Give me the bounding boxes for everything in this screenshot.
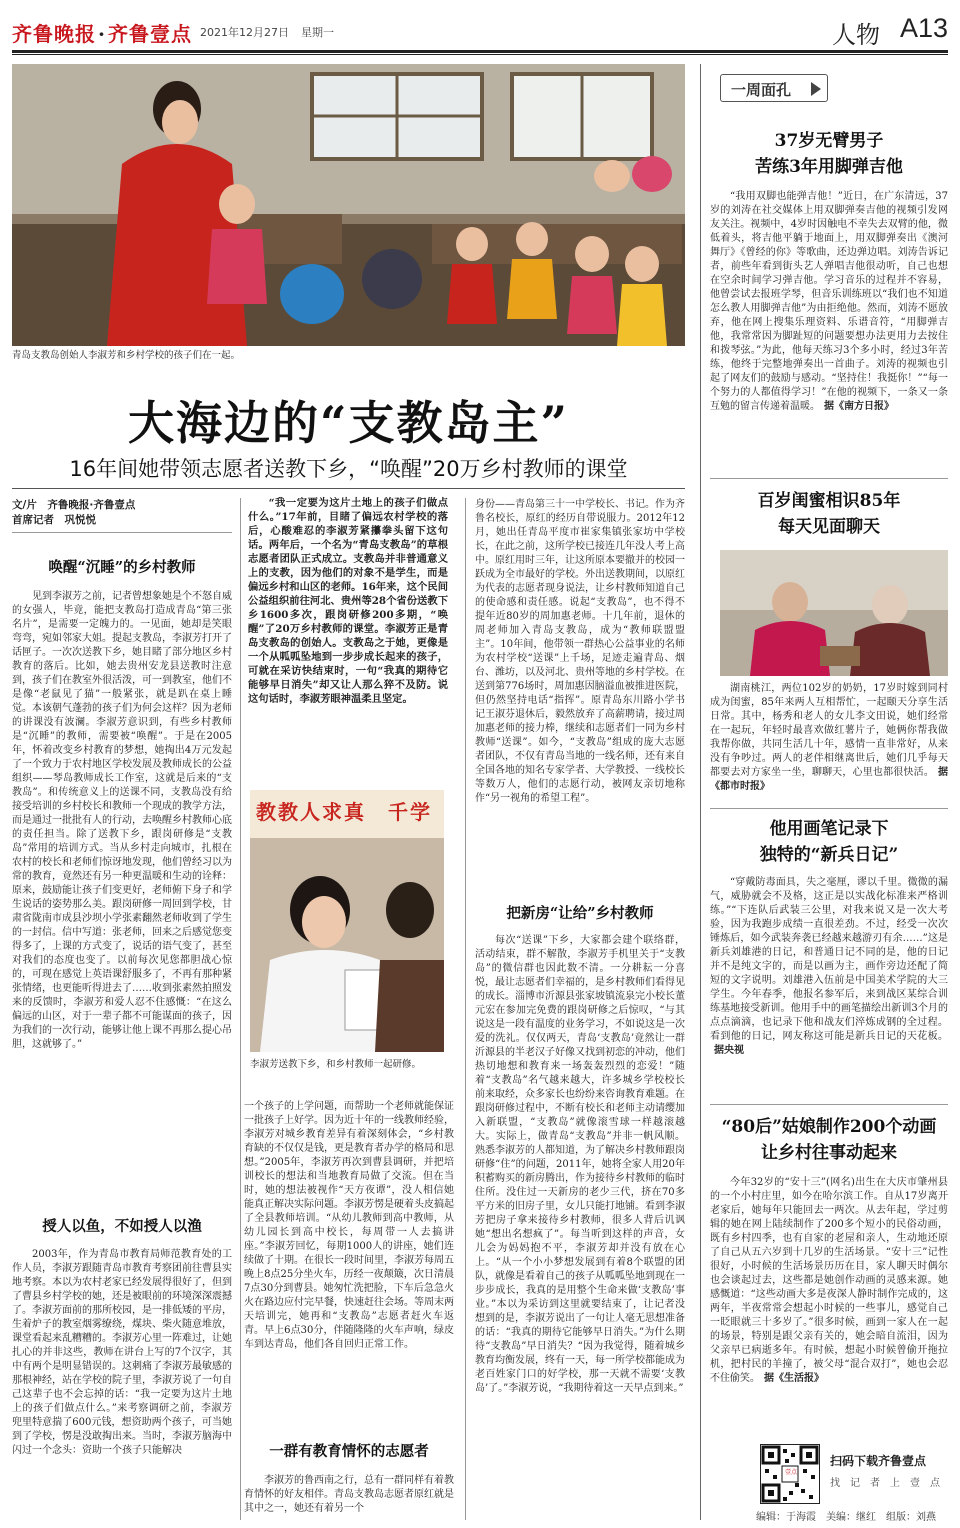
column-3-text [475,498,685,890]
sidebar-label-text: 一周面孔 [731,81,792,99]
byline [12,498,232,528]
story-4-title-line-1: “80后”姑娘制作200个动画 [721,1117,937,1137]
classroom-illustration [12,64,685,346]
column-2c-paragraph: 李淑芳的鲁西南之行，总有一群同样有着教育情怀的好友相伴。青岛支教岛志愿者原红就是其中之一，她还有着另一个 [244,1475,454,1514]
story-1-title-line-2: 苦练3年用脚弹吉他 [755,157,903,177]
second-photo [250,790,444,1052]
story-3-title-line-2: 独特的“新兵日记” [759,845,899,865]
story-3-title-line-1: 他用画笔记录下 [769,819,889,839]
column-3-paragraph: 身份——青岛第三十一中学校长、书记。作为齐鲁名校长，原红的经历自带说服力。2012年12月，她出任青岛平度市崔家集镇张家坊中学校长，在此之前，这所学校已接连几年没人考上高中。原红用时三年，让这所原本要撤并的校园一跃成为全市最好的学校。外出送教期间，以原红为代表的志愿者现身说法，让乡村教师知道自己的使命感和责任感。说起“支教岛”，也不得不提年近80岁的周加惠老师。十几年前，退休的周老师加入青岛支教岛，成为“教师联盟盟主”。10年间，他带领一群热心公益事业的名师为农村学校“送课”上千场，足迹走遍青岛、烟台、潍坊，以及河北、贵州等地的乡村学校。在送到第776场时，周加惠因脑溢血被推进医院，但仍然坚持电话“指挥”。原青岛东川路小学书记王淑芬退休后，毅然放弃了高薪聘请，接过周加惠老师的接力棒，继续和志愿者们一同为乡村教师“送课”。如今，“支教岛”组成的庞大志愿者团队，不仅有青岛当地的一线名师，还有来自全国各地的知名专家学者、大学教授、一线校长等数万人，他们的志愿行动，被网友亲切地称作“另一视角的希望工程”。 [475,499,685,804]
main-photo [12,64,685,346]
story-2-title-line-1: 百岁闺蜜相识85年 [757,491,901,511]
article-subtitle: 16年间她带领志愿者送教下乡，“唤醒”20万乡村教师的课堂 [69,457,628,481]
column-divider-2 [465,498,466,1520]
column-1-text [12,590,232,1204]
sidebar-story-1-text [710,190,948,456]
subheading-4: 把新房“让给”乡村教师 [506,905,654,922]
brand-name: 齐鲁晚报 [12,22,96,46]
brand-separator: · [98,22,106,46]
story-2-source: 据《都市时报》 [710,767,948,792]
story-2-paragraph [710,682,948,794]
story-2-body: 湖南桃江，两位102岁的奶奶，17岁时嫁到同村成为闺蜜，85年来两人互相帮忙，一起颐天分享生活日常。其中，杨秀和老人的女儿李文田说，她们经常在一起玩，年轻时最喜欢做红薯片子，她俩你帮我做我帮你做，共同生活几十年，感情一直非常好，从来没有争吵过。两人的老伴相继离世后，她们几乎每天都要去对方家坐一坐，聊聊天，心里也都很快活。 [710,683,948,778]
newspaper-brand [12,18,192,47]
story-2-title-line-2: 每天见面聊天 [778,517,880,537]
sidebar-divider-2 [710,808,948,809]
teacher-training-illustration [250,790,444,1052]
sidebar-story-2-text [710,682,948,802]
column-2-lead [248,496,448,784]
second-photo-caption: 李淑芳送教下乡，和乡村教师一起研修。 [250,1059,422,1070]
sidebar-label [720,74,828,102]
page-number: A13 [900,13,949,43]
story-1-title-line-1: 37岁无臂男子 [774,131,884,151]
story-1-body: “我用双脚也能弹吉他！”近日，在广东清远，37岁的刘涛在社交媒体上用双脚弹奏吉他的视频引发网友关注。视频中，4岁时因触电不幸失去双臂的他，微低着头，将吉他平躺于地面上，用双脚弹奏出《澳河舞厅》《曾经的你》等歌曲，还边弹边唱。刘涛告诉记者，前些年看到街头艺人弹唱吉他很动听，自己也想在空余时间学习弹吉他。学习音乐的过程并不容易，他曾尝试去报班学琴，但音乐训练班以“我们也不知道怎么教人用脚弹吉他”为由拒绝他。然而，刘涛不愿放弃，他在网上搜集乐理资料、乐谱音符，“用脚弹吉他，我常常因为脚趾短的问题要想办法更用力去按住和拨琴弦。”为此，他每天练习3个多小时，经过3年苦练，他终于完整地弹奏出一首曲子。刘涛的视频也引起了网友们的鼓励与感动。“坚持住！我挺你！”“每一个努力的人都值得学习！”在他的视频下，一条又一条互勉的留言传递着温暖。 [710,191,948,412]
column-3b-paragraph: 每次“送课”下乡，大家都会建个联络群，活动结束，群不解散，李淑芳手机里关于“支教岛”的微信群也因此数不清。一分耕耘一分喜悦，最让志愿者们幸福的，是乡村教师们看得见的成长。淄博市沂源县张家坡镇流泉完小校长董元宏在参加完免费的跟岗研修之后惊叹，“与其说这是一段有温度的业务学习，不如说这是一次爱的洗礼。仅仅两天，青岛‘支教岛’竟然让一群沂源县的半老汉子好像又找到初恋的冲动，他们热切地想和教育来一场轰轰烈烈的恋爱！”随着“支教岛”名气越来越大，许多城乡学校校长前来取经，众多家长也纷纷来咨询教育难题。在跟岗研修过程中，不断有校长和老师主动请缨加入新联盟，“支教岛”就像滚雪球一样越滚越大。实际上，做青岛“支教岛”并非一帆风顺。熟悉李淑芳的人都知道，为了解决乡村教师跟岗研修“住”的问题，2011年，她将全家人用20年积蓄购买的新房腾出，作为接待乡村教师的临时住所。没住过一天新房的老少三代，挤在70多平方米的旧房子里，女儿只能打地铺。看到李淑芳把房子拿来接待乡村教师，很多人背后讥讽她“想出名想疯了”。每当听到这样的声音，女儿会为妈妈抱不平，李淑芳却并没有放在心上。“从一个小小梦想发展到有着8个联盟的团队，就像是看着自己的孩子从呱呱坠地到现在一步步成长，我真的是用整个生命来做‘支教岛’事业。”本以为采访到这里就要结束了，让记者没想到的是，李淑芳说出了一句让人毫无思想准备的话：“我真的期待它能够早日消失。”为什么期待“支教岛”早日消失？“因为我觉得，随着城乡教育均衡发展，终有一天，每一所学校都能成为老百姓家门口的好学校，那一天就不需要‘支教岛’了。”李淑芳说，“我期待着这一天早点到来。” [475,935,685,1394]
column-1-text-b [12,1248,232,1520]
story-1-paragraph [710,190,948,414]
sidebar-story-3-title [710,816,948,868]
column-2-text-c [244,1474,454,1520]
byline-divider [12,532,232,533]
subheading-1: 唤醒“沉睡”的乡村教师 [48,559,196,576]
header-rule [12,50,948,53]
title-divider [12,488,685,489]
qr-title: 扫码下载齐鲁壹点 [830,1454,927,1468]
column-2b-paragraph: 一个孩子的上学问题，而帮助一个老师就能保证一批孩子上好学。因为近十年的一线教师经验，李淑芳对城乡教育差异有着深刻体会，“乡村教育缺的不仅仅是钱，更是教育者办学的格局和思想。”2005年，李淑芳再次到曹县调研，并把培训校长的想法和当地教育局做了交流。但在当时，她的想法被视作“天方夜谭”，没人相信她能真正解决实际问题。李淑芳愣是硬着头皮搞起了全县教师培训。“从幼儿教师到高中教师，从幼儿园长到高中校长，每周带一人去搞讲座。”李淑芳回忆，每期1000人的讲座，她们连续做了十期。在很长一段时间里，李淑芳每周五晚上8点25分坐火车，历经一夜颠簸，次日清晨7点30分到曹县。她匆忙洗把脸，下车后急急火火在路边应付完早餐，快速赶往会场。等周末两天培训完，她再和“支教岛”志愿者赶火车返青。早上6点30分，伴随隆隆的火车声响，绿皮车到达青岛，他们各自回归正常工作。 [244,1101,454,1350]
issue-date-text: 2021年12月27日 [200,26,289,39]
column-2-text-b [244,1100,454,1422]
arrow-right-icon [811,82,821,96]
sidebar-story-4-text [710,1176,948,1430]
issue-weekday: 星期一 [301,26,334,39]
sidebar-divider [700,64,701,1520]
elderly-friends-illustration [720,550,948,676]
story-3-paragraph [710,876,948,1058]
byline-reporter: 首席记者 巩悦悦 [12,514,96,526]
header-rule-thin [12,54,948,55]
column-2-lead-paragraph: “我一定要为这片土地上的孩子们做点什么。”17年前，目睹了偏远农村学校的落后，心酸难忍的李淑芳紧攥拳头留下这句话。两年后，一个名为“青岛支教岛”的草根志愿者团队正式成立。支教岛并非普通意义上的支教，因为他们的对象不是学生，而是偏远乡村和山区的老师。16年来，这个民间公益组织前往河北、贵州等28个省份送教下乡1600多次，跟岗研修200多期，“唤醒”了20万乡村教师的课堂。李淑芳正是青岛支教岛的创始人。支教岛之于她，更像是一个从呱呱坠地到一步步成长起来的孩子，可就在采访快结束时，一句“我真的期待它能够早日消失”却又让人那么猝不及防。说这句话时，李淑芳眼神温柔且坚定。 [248,497,448,705]
story-4-body: 今年32岁的“安十三”(网名)出生在大庆市肇州县的一个小村庄里，如今在哈尔滨工作。自从17岁离开老家后，她每年只能回去一两次。从去年起，学过剪辑的她在网上陆续制作了200多个短小的民俗动画，既有乡村四季，也有自家的老屋和亲人，生动地还原了自己从五六岁到十几岁的生活场景。“安十三”记性很好，小时候的生活场景历历在目，家人聊天时偶尔也会谈起过去，这些都是她创作动画的灵感来源。她感慨道：“这些动画大多是夜深人静时制作完成的，这两年，半夜常常会想起小时候的一些事儿，感觉自己一眨眼就三十多岁了。”很多时候，画到一家人在一起的场景，特别是跟父亲有关的，她会暗自流泪，因为父亲早已病逝多年。有时候，想起小时候曾偷开拖拉机，把村民的羊撞了，被父母“混合双打”，她也会忍不住偷笑。 [710,1177,948,1384]
sidebar-divider-1 [710,478,948,479]
qr-code[interactable] [760,1444,820,1504]
page-credits: 编辑：于海霞 美编：继红 组版：刘燕 [756,1512,936,1523]
story-4-source: 据《生活报》 [764,1373,824,1384]
sidebar-story-4-title [710,1114,948,1166]
sidebar-story-1-title [710,128,948,180]
brand-app-name: 齐鲁壹点 [107,22,192,46]
subheading-2: 授人以鱼，不如授人以渔 [42,1218,202,1235]
column-divider-1 [240,498,241,1520]
article-title: 大海边的“支教岛主” [128,396,569,450]
sidebar-story-2-title [710,488,948,540]
sidebar-story-3-text [710,876,948,1096]
subheading-3: 一群有教育情怀的志愿者 [269,1443,429,1460]
main-photo-caption: 青岛支教岛创始人李淑芳和乡村学校的孩子们在一起。 [12,350,241,361]
qr-subtitle: 找 记 者 上 壹 点 [830,1478,940,1489]
column-1b-paragraph: 2003年，作为青岛市教育局师范教育处的工作人员，李淑芳跟随青岛市教育考察团前往曹县实地考察。本以为农村老家已经发展得很好了，但到了曹县乡村学校的她，还是被眼前的环境深深震撼了。李淑芳面前的那所校园，是一排低矮的平房，生着炉子的教室烟雾缭绕，煤块、柴火随意堆放，课堂看起来乱糟糟的。李淑芳心里一阵难过，让她扎心的并非这些，教师在讲台上写的7个汉字，其中有两个是明显错误的。这刺痛了李淑芳最敏感的那根神经，站在学校的院子里，李淑芳说了一句自己这辈子也不会忘掉的话：“我一定要为这片土地上的孩子们做点什么。”来考察调研之前，李淑芳兜里特意揣了600元钱，想资助两个孩子，可当她到了学校，愣是没敢掏出来。当时，李淑芳脑海中闪过一个念头：资助一个孩子只能解决 [12,1249,232,1456]
column-3-text-b [475,934,685,1520]
issue-date [200,24,334,40]
story-4-title-line-2: 让乡村往事动起来 [761,1143,897,1163]
second-photo-sign: 教教人求真 千学 [256,800,432,824]
section-name: 人物 [832,21,880,49]
sidebar-divider-3 [710,1104,948,1105]
column-1-paragraph: 见到李淑芳之前，记者曾想象她是个不怒自威的女强人，毕竟，能把支教岛打造成青岛“第三张名片”，是需要一定魄力的。一见面，她却是笑眼弯弯，宛如邻家大姐。提起支教岛，李淑芳打开了话匣子。一次次送教下乡，她目睹了部分地区乡村教育的落后。比如，她去贵州安龙县送教时注意到，孩子们在教室外很活泼，可一到教室，他们不是像“老鼠见了猫”一般紧张，就是趴在桌上睡觉。本该朝气蓬勃的孩子们为何会这样？因为老师的讲课没有波澜。李淑芳意识到，有些乡村教师是“沉睡”的教师，需要被“唤醒”。于是在2005年，怀着改变乡村教育的梦想，她掏出4万元发起了一个致力于农村地区学校发展及教师成长的公益组织——琴岛教师成长工作室，这就是后来的“支教岛”。和传统意义上的送课不同，支教岛没有给接受培训的乡村校长和教师一个现成的教学方法，而是通过一批批有人的行动，去唤醒乡村教师心底的责任担当。除了送教下乡，跟岗研修是“支教岛”常用的培训方式。当从乡村走向城市，扎根在农村的校长和老师们惊讶地发现，他们曾经习以为常的教育，竟然还有另一种更温暖和生动的诠释：原来，鼓励能让孩子们变更好，老师俯下身子和学生说话的姿势那么美。跟岗研修一周回到学校，甘肃省陇南市成县沙坝小学张素翻然老师收到了学生的一封信。信中写道：张老师，回来之后感觉您变得多了，上课的方式变了，说话的语气变了，甚至对我们的态度也变了。以前每次见您都胆战心惊的，可现在感觉上英语课舒服多了，不再有那种紧张情绪，也更能听得进去了……收到张素然拍照发来的反馈时，李淑芳和爱人忍不住感慨：“在这么偏远的山区，对于一辈子都不可能谋面的孩子，因为我们的一次行动，能够让他上课不再那么提心吊胆，这就够了。” [12,591,232,1050]
byline-source: 文/片 齐鲁晚报·齐鲁壹点 [12,499,136,511]
story-1-source: 据《南方日报》 [824,401,894,412]
story-4-paragraph [710,1176,948,1386]
story-3-body: “穿戴防毒面具，失之毫厘，谬以千里。微微的漏气，威胁就会不及格，这正是以实战化标准来严格训练。”“下连队后武装三公里，对我来说又是一次大考验，因为我跑步成绩一直很差劲。不过，经受一次次锤炼后，如今武装奔袭已经越来越游刃有余……”这是新兵刘雄港的日记，和普通日记不同的是，他的日记并不是纯文字的，而是以画为主，画作旁边还配了简短的文字说明。刘雄港入伍前是中国美术学院的大三学生。今年春季，他报名参军后，来到战区某综合训练基地接受新训。他用手中的画笔描绘出新训3个月的点点滴滴，也记录下他和战友们淬炼成钢的全过程。看到他的日记，网友称这可能是新兵日记的天花板。 [710,877,948,1042]
qr-center-label: 壹点 [784,1469,797,1476]
story-3-source: 据央视 [714,1045,744,1056]
sidebar-photo [720,550,948,676]
